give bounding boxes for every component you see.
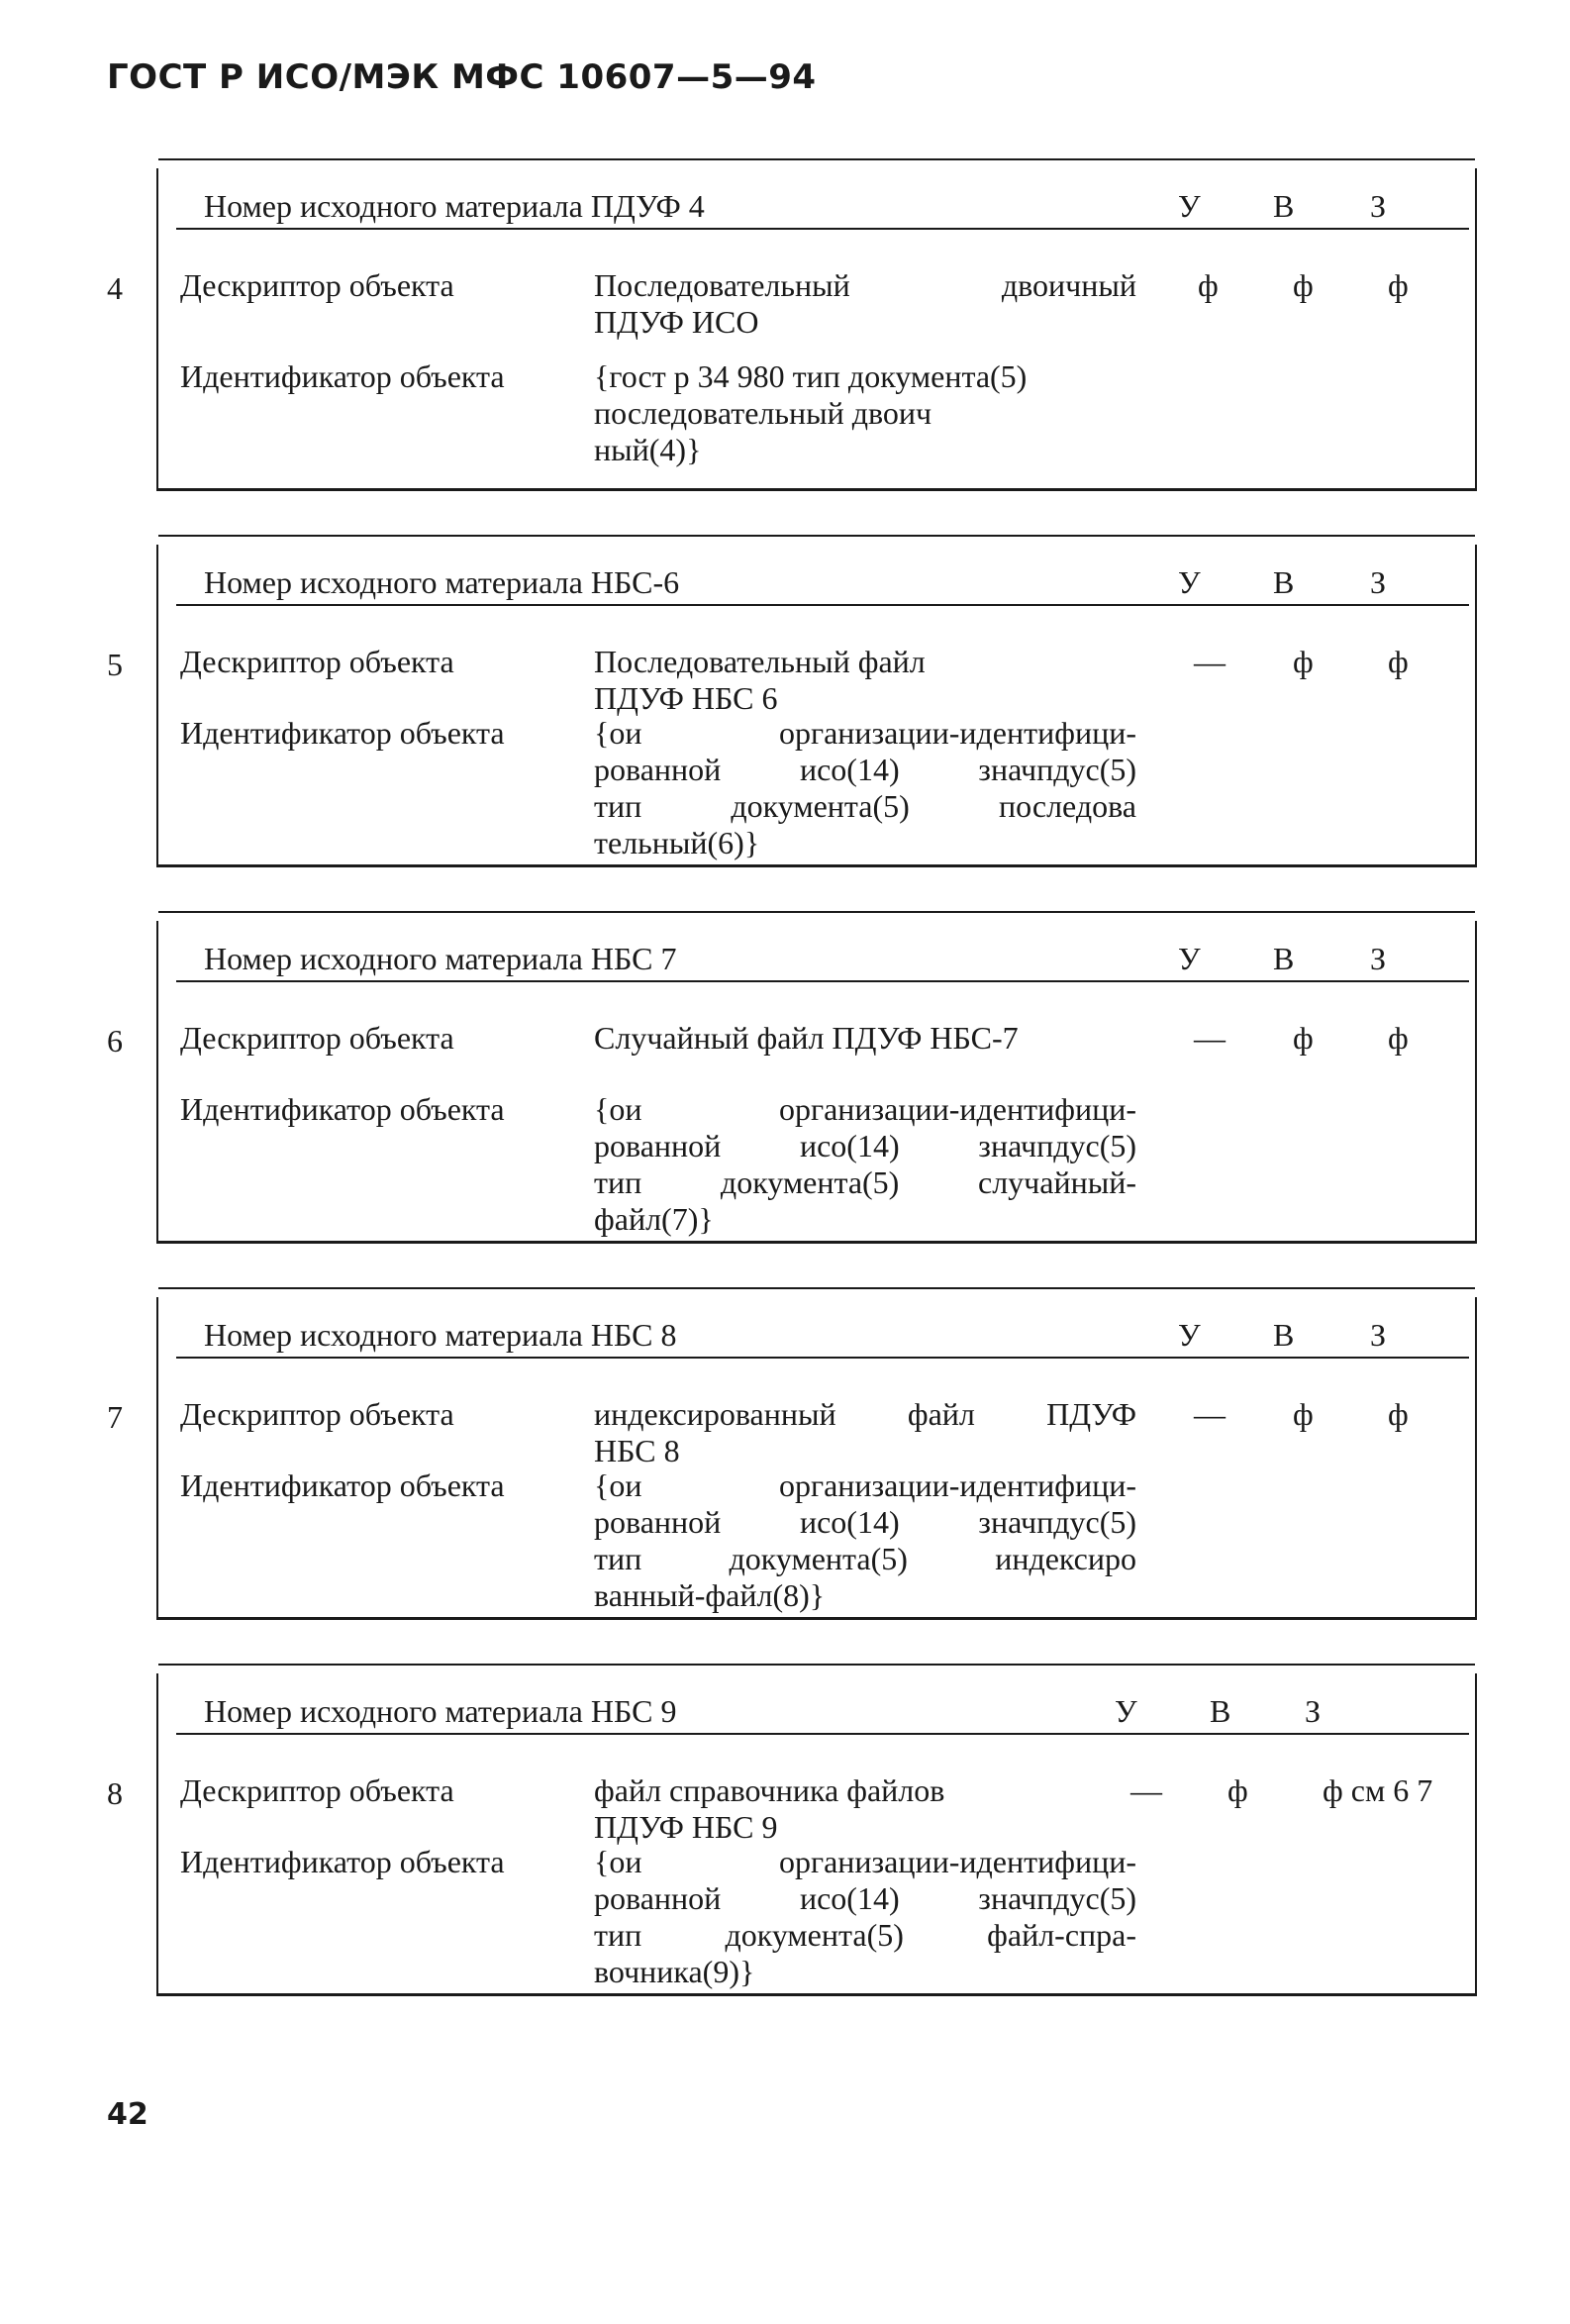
identifier-line: ный(4)} (594, 432, 702, 467)
descriptor-value (594, 1396, 1136, 1469)
identifier-line: {ои организации-идентифици- (594, 1091, 1136, 1127)
entry-title: Номер исходного материала НБС 9 (204, 1693, 677, 1729)
entry-header (176, 1317, 1469, 1359)
identifier-line: рованной исо(14) значпдус(5) (594, 1880, 1136, 1916)
column-u-label: У (1178, 188, 1201, 224)
descriptor-line: Последовательный файл (594, 644, 926, 679)
identifier-line: рованной исо(14) значпдус(5) (594, 1128, 1136, 1163)
descriptor-value (594, 1772, 1136, 1846)
column-z-label: З (1305, 1693, 1322, 1729)
identifier-label: Идентификатор объекта (180, 1467, 505, 1503)
value-u: — (1194, 1020, 1226, 1056)
descriptor-line: ПДУФ НБС 6 (594, 680, 778, 716)
descriptor-line: Последовательный двоичный (594, 267, 1136, 303)
descriptor-label: Дескриптор объекта (180, 267, 454, 303)
entry-title: Номер исходного материала ПДУФ 4 (204, 188, 705, 224)
descriptor-line: ПДУФ ИСО (594, 304, 759, 340)
identifier-line: последовательный двоич (594, 395, 932, 431)
descriptor-line: индексированный файл ПДУФ (594, 1396, 1136, 1432)
identifier-value (594, 1467, 1136, 1614)
entry-header (176, 1693, 1469, 1735)
value-z: ф (1388, 1396, 1409, 1432)
identifier-line: файл(7)} (594, 1201, 714, 1237)
row-number: 7 (107, 1399, 123, 1435)
descriptor-value (594, 1020, 1136, 1057)
value-u: ф (1198, 267, 1219, 303)
identifier-label: Идентификатор объекта (180, 1844, 505, 1879)
identifier-line: {ои организации-идентифици- (594, 715, 1136, 751)
descriptor-label: Дескриптор объекта (180, 1772, 454, 1808)
column-u-label: У (1178, 1317, 1201, 1353)
value-z: ф (1388, 1020, 1409, 1056)
value-u: — (1194, 644, 1226, 679)
identifier-line: тельный(6)} (594, 825, 760, 860)
descriptor-line: файл справочника файлов (594, 1772, 945, 1808)
value-u: — (1130, 1772, 1162, 1808)
identifier-value (594, 1844, 1136, 1990)
identifier-line: тип документа(5) последова (594, 788, 1136, 824)
column-v-label: В (1273, 941, 1295, 976)
column-z-label: З (1370, 1317, 1387, 1353)
value-z: ф (1388, 644, 1409, 679)
identifier-label: Идентификатор объекта (180, 358, 505, 394)
identifier-label: Идентификатор объекта (180, 1091, 505, 1127)
value-z: ф (1388, 267, 1409, 303)
row-number: 8 (107, 1775, 123, 1811)
value-z: ф см 6 7 (1323, 1772, 1433, 1808)
entry-title: Номер исходного материала НБС-6 (204, 564, 680, 600)
identifier-line: рованной исо(14) значпдус(5) (594, 1504, 1136, 1540)
column-u-label: У (1178, 564, 1201, 600)
identifier-line: рованной исо(14) значпдус(5) (594, 752, 1136, 787)
column-v-label: В (1273, 564, 1295, 600)
descriptor-value (594, 267, 1136, 341)
value-u: — (1194, 1396, 1226, 1432)
column-v-label: В (1210, 1693, 1231, 1729)
descriptor-line: Случайный файл ПДУФ НБС-7 (594, 1020, 1019, 1056)
column-u-label: У (1178, 941, 1201, 976)
value-v: ф (1293, 1020, 1314, 1056)
column-u-label: У (1115, 1693, 1137, 1729)
column-z-label: З (1370, 188, 1387, 224)
entry-block (156, 545, 1477, 867)
entry-header (176, 188, 1469, 230)
identifier-line: ванный-файл(8)} (594, 1577, 826, 1613)
descriptor-label: Дескриптор объекта (180, 644, 454, 679)
identifier-line: тип документа(5) файл-спра- (594, 1917, 1136, 1953)
identifier-value (594, 1091, 1136, 1238)
identifier-line: {ои организации-идентифици- (594, 1844, 1136, 1879)
document-header: ГОСТ Р ИСО/МЭК МФС 10607—5—94 (107, 57, 817, 97)
descriptor-line: ПДУФ НБС 9 (594, 1809, 778, 1845)
page-number: 42 (107, 2097, 148, 2132)
descriptor-label: Дескриптор объекта (180, 1020, 454, 1056)
entry-block (156, 168, 1477, 491)
entry-header (176, 564, 1469, 606)
value-v: ф (1293, 1396, 1314, 1432)
column-v-label: В (1273, 188, 1295, 224)
entry-block (156, 1297, 1477, 1620)
entry-title: Номер исходного материала НБС 7 (204, 941, 677, 976)
descriptor-label: Дескриптор объекта (180, 1396, 454, 1432)
entry-block (156, 921, 1477, 1244)
value-v: ф (1227, 1772, 1248, 1808)
identifier-value (594, 358, 1136, 468)
identifier-label: Идентификатор объекта (180, 715, 505, 751)
entry-block (156, 1673, 1477, 1996)
identifier-line: вочника(9)} (594, 1954, 755, 1989)
entry-title: Номер исходного материала НБС 8 (204, 1317, 677, 1353)
column-z-label: З (1370, 941, 1387, 976)
identifier-line: {ои организации-идентифици- (594, 1467, 1136, 1503)
value-v: ф (1293, 267, 1314, 303)
descriptor-line: НБС 8 (594, 1433, 680, 1468)
descriptor-value (594, 644, 1136, 717)
column-v-label: В (1273, 1317, 1295, 1353)
row-number: 6 (107, 1023, 123, 1059)
value-v: ф (1293, 644, 1314, 679)
identifier-value (594, 715, 1136, 861)
row-number: 4 (107, 270, 123, 306)
entry-header (176, 941, 1469, 982)
row-number: 5 (107, 647, 123, 682)
identifier-line: тип документа(5) индексиро (594, 1541, 1136, 1576)
identifier-line: {гост р 34 980 тип документа(5) (594, 358, 1028, 394)
column-z-label: З (1370, 564, 1387, 600)
identifier-line: тип документа(5) случайный- (594, 1164, 1136, 1200)
